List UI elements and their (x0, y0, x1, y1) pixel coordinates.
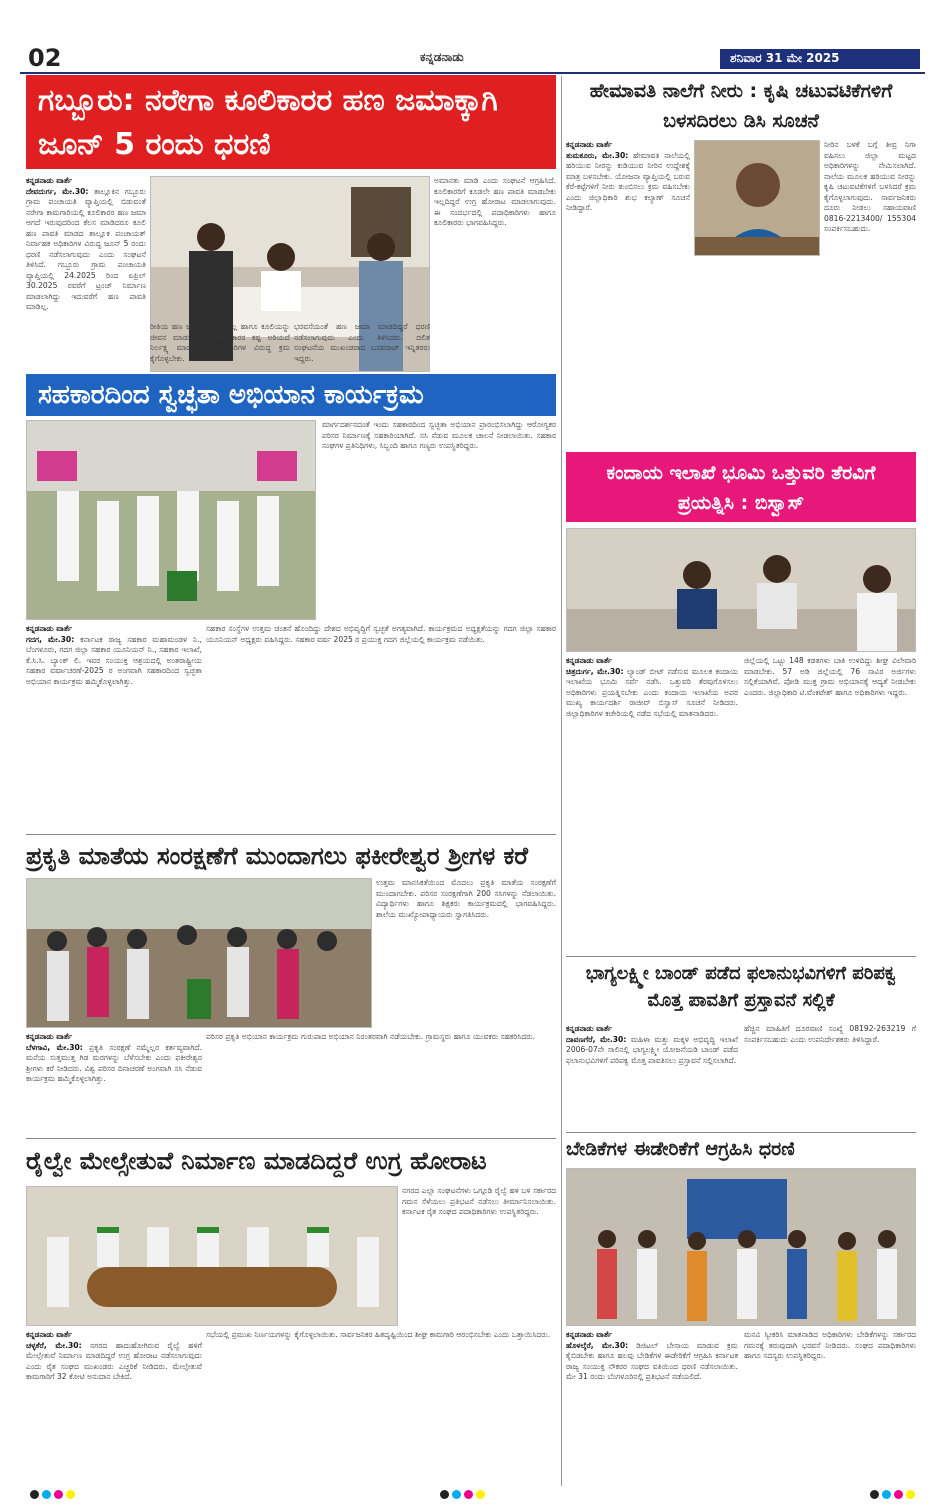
article-railway-col3: ಸಭೆಯಲ್ಲಿ ಪ್ರಮುಖ ನಿರ್ಣಯಗಳನ್ನು ಕೈಗೊಳ್ಳಲಾಯಿತು. ಸಾರ್ವಜನಿಕರ ಹಿತದೃಷ್ಟಿಯಿಂದ ಶೀಘ್ರ ಕಾಮಗಾರಿ ಆರಂಭಿಸಬೇಕು ಎಂದು ಒತ್ತಾಯಿಸಿದರು. (206, 1330, 551, 1339)
registration-marks-left (30, 1490, 75, 1499)
section-rule (566, 956, 916, 957)
page-number: 02 (28, 44, 62, 72)
section-rule (26, 1138, 556, 1139)
article-narega-col4: ಭರವಸೆಯಂತೆ ಹಣ ಜಮಾ ಮಾಡದಿದ್ದರೆ ಧರಣಿ ನಡೆಸಲಾಗುವುದು ಎಂದು ತಿಳಿಸಿದರು. ದಲಿತ ಸಂಘಟನೆಯ ಮುಖಂಡರಾದ ಬಸವರಾಜ್ ಇನ್ನಿತರರು ಇದ್ದರು. (294, 322, 430, 363)
dateline: ಬೆಳಗಾವಿ, ಮೇ.30: (26, 1042, 83, 1052)
photo-prakruthi-image (27, 879, 372, 1028)
article-text: ಡಿಜಿಟಲ್ ಬೇಸಾಯ ಮಾಡುವ ಕ್ರಮ ಕೈಬಿಡಬೇಕು ಹಾಗೂ ಹಲವು ಬೇಡಿಕೆಗಳ ಈಡೇರಿಕೆಗೆ ಆಗ್ರಹಿಸಿ ಕರ್ನಾಟಕ ರಾಜ್ಯ ಸಂಯುಕ್ತ ನೌಕರರ ಸಂಘದ ವತಿಯಿಂದ ಧರಣಿ ನಡೆಸಲಾಯಿತು. ಮೇ 31 ರಂದು ಬೆಂಗಳೂರಿನಲ್ಲಿ ಪ್ರತಿಭಟನೆ ನಡೆಯಲಿದೆ. (566, 1340, 738, 1381)
cmyk-dot (894, 1490, 903, 1499)
cmyk-dot (452, 1490, 461, 1499)
section-rule (566, 1132, 916, 1133)
article-prakruthi-col3: ಪರಿಸರ ಪ್ರಕೃತಿ ಅಭಿಯಾನ ಕಾರ್ಯಕ್ರಮ ಗುರುಪಾದ ಅಭಿಯಾನ ನಿರಂತರವಾಗಿ ನಡೆಯಬೇಕು. ಗ್ರಾಮಸ್ಥರು ಹಾಗೂ ಯುವಕರು ಸಹಕರಿಸಿದರು. (206, 1032, 536, 1041)
article-swachhata-col2: ಸಹಕಾರ ಸಂಸ್ಥೆಗಳ ಉತ್ತಮ ಚಿಂತನೆ ಹೊಂದಿದ್ದು ದೇಶದ ಅಭಿವೃದ್ಧಿಗೆ ಸ್ವಚ್ಛತೆ ಅಗತ್ಯವಾಗಿದೆ. ಕಾರ್ಯಕ್ರಮದ ಅಧ್ಯಕ್ಷತೆಯನ್ನು ಗದಗ ಜಿಲ್ಲಾ ಸಹಕಾರ ಯೂನಿಯನ್ ಅಧ್ಯಕ್ಷರು ವಹಿಸಿದ್ದರು. ಸಹಕಾರ ವರ್ಷ 2025 ರ ಪ್ರಯುಕ್ತ ಗದಗ ಜಿಲ್ಲೆಯಲ್ಲಿ ಕಾರ್ಯಕ್ರಮ ನಡೆಯಿತು. (206, 624, 556, 644)
article-narega-col3: ರೀತಿಯ ಹಣ ಜಮಾ ಆಗಿರುವುದಿಲ್ಲ ಹಾಗೂ ಕೂಲಿಯನ್ನು ಜೀವನ ಮಾಡುವ ಬಡ ಕೂಲಿಕಾರರ ಕಷ್ಟ ಅರಿಯದೆ ನಿರ್ಲಕ್ಷ್ಯ ಮಾಡುತ್ತಿರುವ ಅಧಿಕಾರಿಗಳ ವಿರುದ್ಧ ಕ್ರಮ ಕೈಗೊಳ್ಳಬೇಕು. (150, 322, 290, 363)
dateline: ತುಮಕೂರು, ಮೇ.30: (566, 150, 629, 160)
article-hemavathi-col2: ನೀರಿನ ಬಳಕೆ ಬಗ್ಗೆ ತೀವ್ರ ನಿಗಾ ವಹಿಸಲು ಜಿಲ್ಲಾ ಮಟ್ಟದ ಅಧಿಕಾರಿಗಳನ್ನು ನೇಮಿಸಲಾಗಿದೆ. ನಾಲೆಯ ಮೂಲಕ ಹರಿಯುವ ನೀರನ್ನು ಕೃಷಿ ಚಟುವಟಿಕೆಗಳಿಗೆ ಬಳಸಿದರೆ ಕ್ರಮ ಕೈಗೊಳ್ಳಲಾಗುವುದು. ಸಾರ್ವಜನಿಕರು ದೂರು ನೀಡಲು ಸಹಾಯವಾಣಿ 0816-2213400/ 155304 ಸಂಪರ್ಕಿಸಬಹುದು. (824, 140, 916, 233)
article-railway-col1 (26, 1330, 202, 1484)
photo-hemavathi-image (695, 141, 820, 256)
headline-kandaya: ಕಂದಾಯ ಇಲಾಖೆ ಭೂಮಿ ಒತ್ತುವರಿ ತೆರವಿಗೆ ಪ್ರಯತ್ನಿಸಿ : ಬಿಸ್ವಾಸ್ (566, 452, 916, 522)
cmyk-dot (66, 1490, 75, 1499)
byline: ಕನ್ನಡನಾಡು ವಾರ್ತೆ (566, 1330, 613, 1339)
byline: ಕನ್ನಡನಾಡು ವಾರ್ತೆ (26, 1032, 73, 1041)
article-bedike-col1 (566, 1330, 738, 1484)
article-text: ನಗರದ ಹಾದುಹೋಗಿರುವ ರೈಲ್ವೆ ಹಳಿಗೆ ಮೇಲ್ಸೇತುವೆ ನಿರ್ಮಾಣ ಮಾಡದಿದ್ದರೆ ಉಗ್ರ ಹೋರಾಟ ನಡೆಸಲಾಗುವುದು ಎಂದು ರೈತ ಸಂಘದ ಮುಖಂಡರು ಎಚ್ಚರಿಕೆ ನೀಡಿದರು. ಮೇಲ್ಸೇತುವೆ ಕಾಮಗಾರಿಗೆ 32 ಕೋಟಿ ಅನುದಾನ ಬೇಕಿದೆ. (26, 1340, 202, 1381)
headline-railway: ರೈಲ್ವೇ ಮೇಲ್ಸೇತುವೆ ನಿರ್ಮಾಣ ಮಾಡದಿದ್ದರೆ ಉಗ್ರ ಹೋರಾಟ (26, 1147, 487, 1175)
article-hemavathi-col1 (566, 140, 690, 440)
headline-prakruthi: ಪ್ರಕೃತಿ ಮಾತೆಯ ಸಂರಕ್ಷಣೆಗೆ ಮುಂದಾಗಲು ಫಕೀರೇಶ್ವರ ಶ್ರೀಗಳ ಕರೆ (26, 842, 528, 870)
article-bhagyalakshmi-col1 (566, 1024, 738, 1128)
byline: ಕನ್ನಡನಾಡು ವಾರ್ತೆ (26, 1330, 73, 1339)
registration-marks-right (870, 1490, 915, 1499)
dateline: ದೇವದುರ್ಗ, ಮೇ.30: (26, 186, 89, 196)
article-text: ಹೇಮಾವತಿ ನಾಲೆಯಲ್ಲಿ ಹರಿಯುವ ನೀರನ್ನು ಕುಡಿಯುವ ನೀರಿನ ಉದ್ದೇಶಕ್ಕೆ ಮಾತ್ರ ಬಳಸಬೇಕು. ಯೋಜನಾ ವ್ಯಾಪ್ತಿಯಲ್ಲಿ ಬರುವ ಕೆರೆ-ಕಟ್ಟೆಗಳಿಗೆ ನೀರು ತುಂಬಿಸಲು ಕ್ರಮ ವಹಿಸಬೇಕು ಎಂದು ಜಿಲ್ಲಾಧಿಕಾರಿ ಶುಭ ಕಲ್ಯಾಣ್ ಸೂಚನೆ ನೀಡಿದ್ದಾರೆ. (566, 150, 690, 212)
cmyk-dot (476, 1490, 485, 1499)
cmyk-dot (440, 1490, 449, 1499)
header-rule (20, 72, 925, 74)
cmyk-dot (906, 1490, 915, 1499)
cmyk-dot (882, 1490, 891, 1499)
cmyk-dot (54, 1490, 63, 1499)
article-prakruthi-col2: ಉತ್ತಮ ಮಾನಸಿಕತೆಯಿಂದ ಮೊದಲು ಪ್ರಕೃತಿ ಮಾತೆಯ ಸಂರಕ್ಷಣೆಗೆ ಮುಂದಾಗಬೇಕು. ಪರಿಸರ ಸಂರಕ್ಷಣೆಗಾಗಿ 200 ಸಸಿಗಳನ್ನು ನೆಡಲಾಯಿತು. ವಿದ್ಯಾರ್ಥಿಗಳು ಹಾಗೂ ಶಿಕ್ಷಕರು ಕಾರ್ಯಕ್ರಮದಲ್ಲಿ ಭಾಗವಹಿಸಿದ್ದರು. ಶಾಲೆಯ ಮುಖ್ಯೋಪಾಧ್ಯಾಯರು ಸ್ವಾಗತಿಸಿದರು. (376, 878, 556, 919)
article-bhagyalakshmi-col2: ಹೆಚ್ಚಿನ ಮಾಹಿತಿಗೆ ದೂರವಾಣಿ ಸಂಖ್ಯೆ 08192-263219 ಗೆ ಸಂಪರ್ಕಿಸಬಹುದು ಎಂದು ಉಪನಿರ್ದೇಶಕರು ತಿಳಿಸಿದ್ದಾರೆ. (744, 1024, 916, 1044)
article-text: ತಾಲ್ಲೂಕಿನ ಗಬ್ಬೂರು ಗ್ರಾಮ ಪಂಚಾಯತಿ ವ್ಯಾಪ್ತಿಯಲ್ಲಿ ಬಿಡುವಂತೆ ನರೇಗಾ ಕಾಮಗಾರಿಯಲ್ಲಿ ಕೂಲಿಕಾರರ ಹಣ ಜಮಾ ಆಗದೆ ಇರುವುದರಿಂದ ಕೆಲಸ ಮಾಡಿದರೂ ಕೂಲಿ ಹಣ ಪಾವತಿ ಮಾಡದ ತಾಲ್ಲೂಕ ಪಂಚಾಯತ್ ನಿರ್ವಾಹಕ ಅಧಿಕಾರಿಗಳ ವಿರುದ್ಧ ಜೂನ್ 5 ರಂದು ಧರಣಿ ನಡೆಸಲಾಗುವುದು ಎಂದು ಸಂಘಟನೆ ತಿಳಿಸಿದೆ. ಗಬ್ಬೂರು ಗ್ರಾಮ ಪಂಚಾಯತಿ ವ್ಯಾಪ್ತಿಯಲ್ಲಿ 24.2025 ರಿಂದ ಏಪ್ರಿಲ್ 30.2025 ರವರೆಗೆ ಟ್ರಂಚ್ ನಿರ್ಮಾಣ ಮಾಡಲಾಗಿದ್ದು ಇದುವರೆಗೆ ಹಣ ಪಾವತಿ ಮಾಡಿಲ್ಲ. (26, 186, 146, 311)
article-swachhata-col3: ಮಾರ್ಗದರ್ಶನದಂತೆ ಇಂದು ಸಹಕಾರದಿಂದ ಸ್ವಚ್ಛತಾ ಅಭಿಯಾನ ಪ್ರಾರಂಭಿಸಲಾಗಿದ್ದು ಆರೋಗ್ಯಕರ ಪರಿಸರ ನಿರ್ಮಾಣಕ್ಕೆ ಸಹಕಾರಿಯಾಗಿದೆ. ಸಸಿ ನೆಡುವ ಮೂಲಕ ಚಾಲನೆ ನೀಡಲಾಯಿತು. ಸಹಕಾರ ಸಂಘಗಳ ಪ್ರತಿನಿಧಿಗಳು, ಸಿಬ್ಬಂದಿ ಹಾಗೂ ಗಣ್ಯರು ಉಪಸ್ಥಿತರಿದ್ದರು. (322, 420, 556, 450)
byline: ಕನ್ನಡನಾಡು ವಾರ್ತೆ (566, 656, 613, 665)
photo-swachhata-image (27, 421, 316, 620)
byline: ಕನ್ನಡನಾಡು ವಾರ್ತೆ (566, 1024, 613, 1033)
headline-hemavathi: ಹೇಮಾವತಿ ನಾಲೆಗೆ ನೀರು : ಕೃಷಿ ಚಟುವಟಿಕೆಗಳಿಗೆ ಬಳಸದಿರಲು ಡಿಸಿ ಸೂಚನೆ (589, 80, 893, 132)
article-kandaya-col2: ಜಿಲ್ಲೆಯಲ್ಲಿ ಒಟ್ಟು 148 ಕಡತಗಳು ಬಾಕಿ ಉಳಿದಿದ್ದು ಶೀಘ್ರ ವಿಲೇವಾರಿ ಮಾಡಬೇಕು. 57 ಅಡಿ ಜಿಲ್ಲೆಯಲ್ಲಿ 76 ಸಾವಿರ ಅರ್ಜಿಗಳು ಸಲ್ಲಿಕೆಯಾಗಿವೆ. ಪೋಡಿ ಮುಕ್ತ ಗ್ರಾಮ ಅಭಿಯಾನಕ್ಕೆ ಆದ್ಯತೆ ನೀಡಬೇಕು ಎಂದರು. ಜಿಲ್ಲಾಧಿಕಾರಿ ಟಿ.ವೆಂಕಟೇಶ್ ಹಾಗೂ ಅಧಿಕಾರಿಗಳು ಇದ್ದರು. (744, 656, 916, 697)
cmyk-dot (42, 1490, 51, 1499)
dateline: ದಾವಣಗೆರೆ, ಮೇ.30: (566, 1034, 627, 1044)
article-railway-col2: ನಗರದ ಎಲ್ಲಾ ಸಂಘಟನೆಗಳು ಒಗ್ಗೂಡಿ ರೈಲ್ವೆ ಹಳಿ ಬಳಿ ಸರ್ಕಾರದ ಗಮನ ಸೆಳೆಯಲು ಪ್ರತಿಭಟನೆ ನಡೆಸಲು ತೀರ್ಮಾನಿಸಲಾಯಿತು. ಕರ್ನಾಟಕ ರೈತ ಸಂಘದ ಪದಾಧಿಕಾರಿಗಳು ಉಪಸ್ಥಿತರಿದ್ದರು. (402, 1186, 556, 1216)
photo-railway (26, 1186, 398, 1326)
dateline: ಗದಗ, ಮೇ.30: (26, 634, 75, 644)
registration-marks-center (440, 1490, 485, 1499)
headline-bedike: ಬೇಡಿಕೆಗಳ ಈಡೇರಿಕೆಗೆ ಆಗ್ರಹಿಸಿ ಧರಣಿ (566, 1138, 795, 1160)
photo-prakruthi (26, 878, 372, 1028)
byline: ಕನ್ನಡನಾಡು ವಾರ್ತೆ (566, 140, 613, 149)
photo-kandaya (566, 528, 916, 652)
byline: ಕನ್ನಡನಾಡು ವಾರ್ತೆ (26, 624, 73, 633)
cmyk-dot (30, 1490, 39, 1499)
column-divider (561, 76, 562, 1486)
masthead-logo: ಕನ್ನಡನಾಡು (420, 50, 464, 64)
article-text: ಲ್ಯಾಂಡ್ ಬೀಟ್ ನಡೆಸುವ ಮೂಲಕ ಕಂದಾಯ ಇಲಾಖೆಯ ಭೂಮಿ ಸರ್ವೆ ನಡೆಸಿ. ಒತ್ತುವರಿ ತೆರವುಗೊಳಿಸಲು ಅಧಿಕಾರಿಗಳು ಪ್ರಯತ್ನಿಸಬೇಕು ಎಂದು ಕಂದಾಯ ಇಲಾಖೆಯ ಅಪರ ಮುಖ್ಯ ಕಾರ್ಯದರ್ಶಿ ರಾಜೀವ್ ಬಿಸ್ವಾಸ್ ಸೂಚನೆ ನೀಡಿದರು. ಜಿಲ್ಲಾಧಿಕಾರಿಗಳ ಕಚೇರಿಯಲ್ಲಿ ನಡೆದ ಸಭೆಯಲ್ಲಿ ಮಾತನಾಡಿದರು. (566, 666, 738, 718)
byline: ಕನ್ನಡನಾಡು ವಾರ್ತೆ (26, 176, 73, 185)
article-bedike-col2: ಮನವಿ ಸ್ವೀಕರಿಸಿ ಮಾತನಾಡಿದ ಅಧಿಕಾರಿಗಳು ಬೇಡಿಕೆಗಳನ್ನು ಸರ್ಕಾರದ ಗಮನಕ್ಕೆ ತರುವುದಾಗಿ ಭರವಸೆ ನೀಡಿದರು. ಸಂಘದ ಪದಾಧಿಕಾರಿಗಳು ಹಾಗೂ ಸದಸ್ಯರು ಉಪಸ್ಥಿತರಿದ್ದರು. (744, 1330, 916, 1360)
photo-bedike-image (567, 1169, 916, 1326)
photo-swachhata (26, 420, 316, 620)
article-prakruthi-col1 (26, 1032, 202, 1132)
article-text: ಮಹಿಳಾ ಮತ್ತು ಮಕ್ಕಳ ಅಭಿವೃದ್ಧಿ ಇಲಾಖೆ 2006-07ನೇ ಸಾಲಿನಲ್ಲಿ ಭಾಗ್ಯಲಕ್ಷ್ಮೀ ಯೋಜನೆಯಡಿ ಬಾಂಡ್ ಪಡೆದ ಫಲಾನುಭವಿಗಳಿಗೆ ಪರಿಪಕ್ವ ಮೊತ್ತ ಪಾವತಿಸಲು ಪ್ರಸ್ತಾವನೆ ಸಲ್ಲಿಸಲಾಗಿದೆ. (566, 1034, 738, 1065)
photo-hemavathi (694, 140, 820, 256)
photo-bedike (566, 1168, 916, 1326)
article-narega-col1 (26, 176, 146, 372)
dateline: ಹೊಳಲ್ಕೆರೆ, ಮೇ.30: (566, 1340, 629, 1350)
article-swachhata-col1 (26, 624, 202, 824)
article-kandaya-col1 (566, 656, 738, 952)
photo-kandaya-image (567, 529, 916, 652)
cmyk-dot (870, 1490, 879, 1499)
headline-narega: ಗಬ್ಬೂರು: ನರೇಗಾ ಕೂಲಿಕಾರರ ಹಣ ಜಮಾಕ್ಕಾಗಿ ಜೂನ್ 5 ರಂದು ಧರಣಿ (26, 75, 556, 169)
article-narega-col2: ಅಮಾನತು ಮಾಡಿ ಎಂದು ಸಂಘಟನೆ ಆಗ್ರಹಿಸಿದೆ. ಕೂಲಿಕಾರರಿಗೆ ಕೂಡಲೇ ಹಣ ಪಾವತಿ ಮಾಡಬೇಕು ಇಲ್ಲದಿದ್ದರೆ ಉಗ್ರ ಹೋರಾಟ ಮಾಡಲಾಗುವುದು. ಈ ಸಂದರ್ಭದಲ್ಲಿ ಪದಾಧಿಕಾರಿಗಳು ಹಾಗೂ ಕೂಲಿಕಾರರು ಭಾಗವಹಿಸಿದ್ದರು. (434, 176, 556, 227)
headline-bhagyalakshmi: ಭಾಗ್ಯಲಕ್ಷ್ಮೀ ಬಾಂಡ್ ಪಡೆದ ಫಲಾನುಭವಿಗಳಿಗೆ ಪರಿಪಕ್ವ ಮೊತ್ತ ಪಾವತಿಗೆ ಪ್ರಸ್ತಾವನೆ ಸಲ್ಲಿಕೆ (585, 963, 897, 1011)
cmyk-dot (464, 1490, 473, 1499)
section-rule (26, 834, 556, 835)
article-text: ಕರ್ನಾಟಕ ರಾಜ್ಯ ಸಹಕಾರ ಮಹಾಮಂಡಳ ನಿ., ಬೆಂಗಳೂರು, ಗದಗ ಜಿಲ್ಲಾ ಸಹಕಾರ ಯೂನಿಯನ್ ನಿ., ಸಹಕಾರ ಇಲಾಖೆ, ಕೆ.ಸಿ.ಸಿ. ಬ್ಯಾಂಕ್ ಲಿ. ಇವರ ಸಂಯುಕ್ತ ಆಶ್ರಯದಲ್ಲಿ ಅಂತರಾಷ್ಟ್ರೀಯ ಸಹಕಾರ ವರ್ಷಾಚರಣೆ-2025 ರ ಅಂಗವಾಗಿ ಸಹಕಾರದಿಂದ ಸ್ವಚ್ಛತಾ ಅಭಿಯಾನ ಕಾರ್ಯಕ್ರಮ ಹಮ್ಮಿಕೊಳ್ಳಲಾಗಿತ್ತು. (26, 634, 202, 686)
headline-swachhata: ಸಹಕಾರದಿಂದ ಸ್ವಚ್ಛತಾ ಅಭಿಯಾನ ಕಾರ್ಯಕ್ರಮ (26, 374, 556, 416)
page-date: ಶನಿವಾರ 31 ಮೇ 2025 (720, 49, 920, 69)
article-text: ಪ್ರಕೃತಿ ಸಂರಕ್ಷಣೆ ನಮ್ಮೆಲ್ಲರ ಕರ್ತವ್ಯವಾಗಿದೆ. ಮನೆಯ ಸುತ್ತಮುತ್ತ ಗಿಡ ಮರಗಳನ್ನು ಬೆಳೆಸಬೇಕು ಎಂದು ಫಕೀರೇಶ್ವರ ಶ್ರೀಗಳು ಕರೆ ನೀಡಿದರು. ವಿಶ್ವ ಪರಿಸರ ದಿನಾಚರಣೆ ಅಂಗವಾಗಿ ಸಸಿ ನೆಡುವ ಕಾರ್ಯಕ್ರಮ ಹಮ್ಮಿಕೊಳ್ಳಲಾಗಿತ್ತು. (26, 1042, 202, 1083)
dateline: ಚಿತ್ರದುರ್ಗ, ಮೇ.30: (566, 666, 624, 676)
photo-railway-image (27, 1187, 398, 1326)
dateline: ಚಳ್ಳಕೆರೆ, ಮೇ.30: (26, 1340, 82, 1350)
